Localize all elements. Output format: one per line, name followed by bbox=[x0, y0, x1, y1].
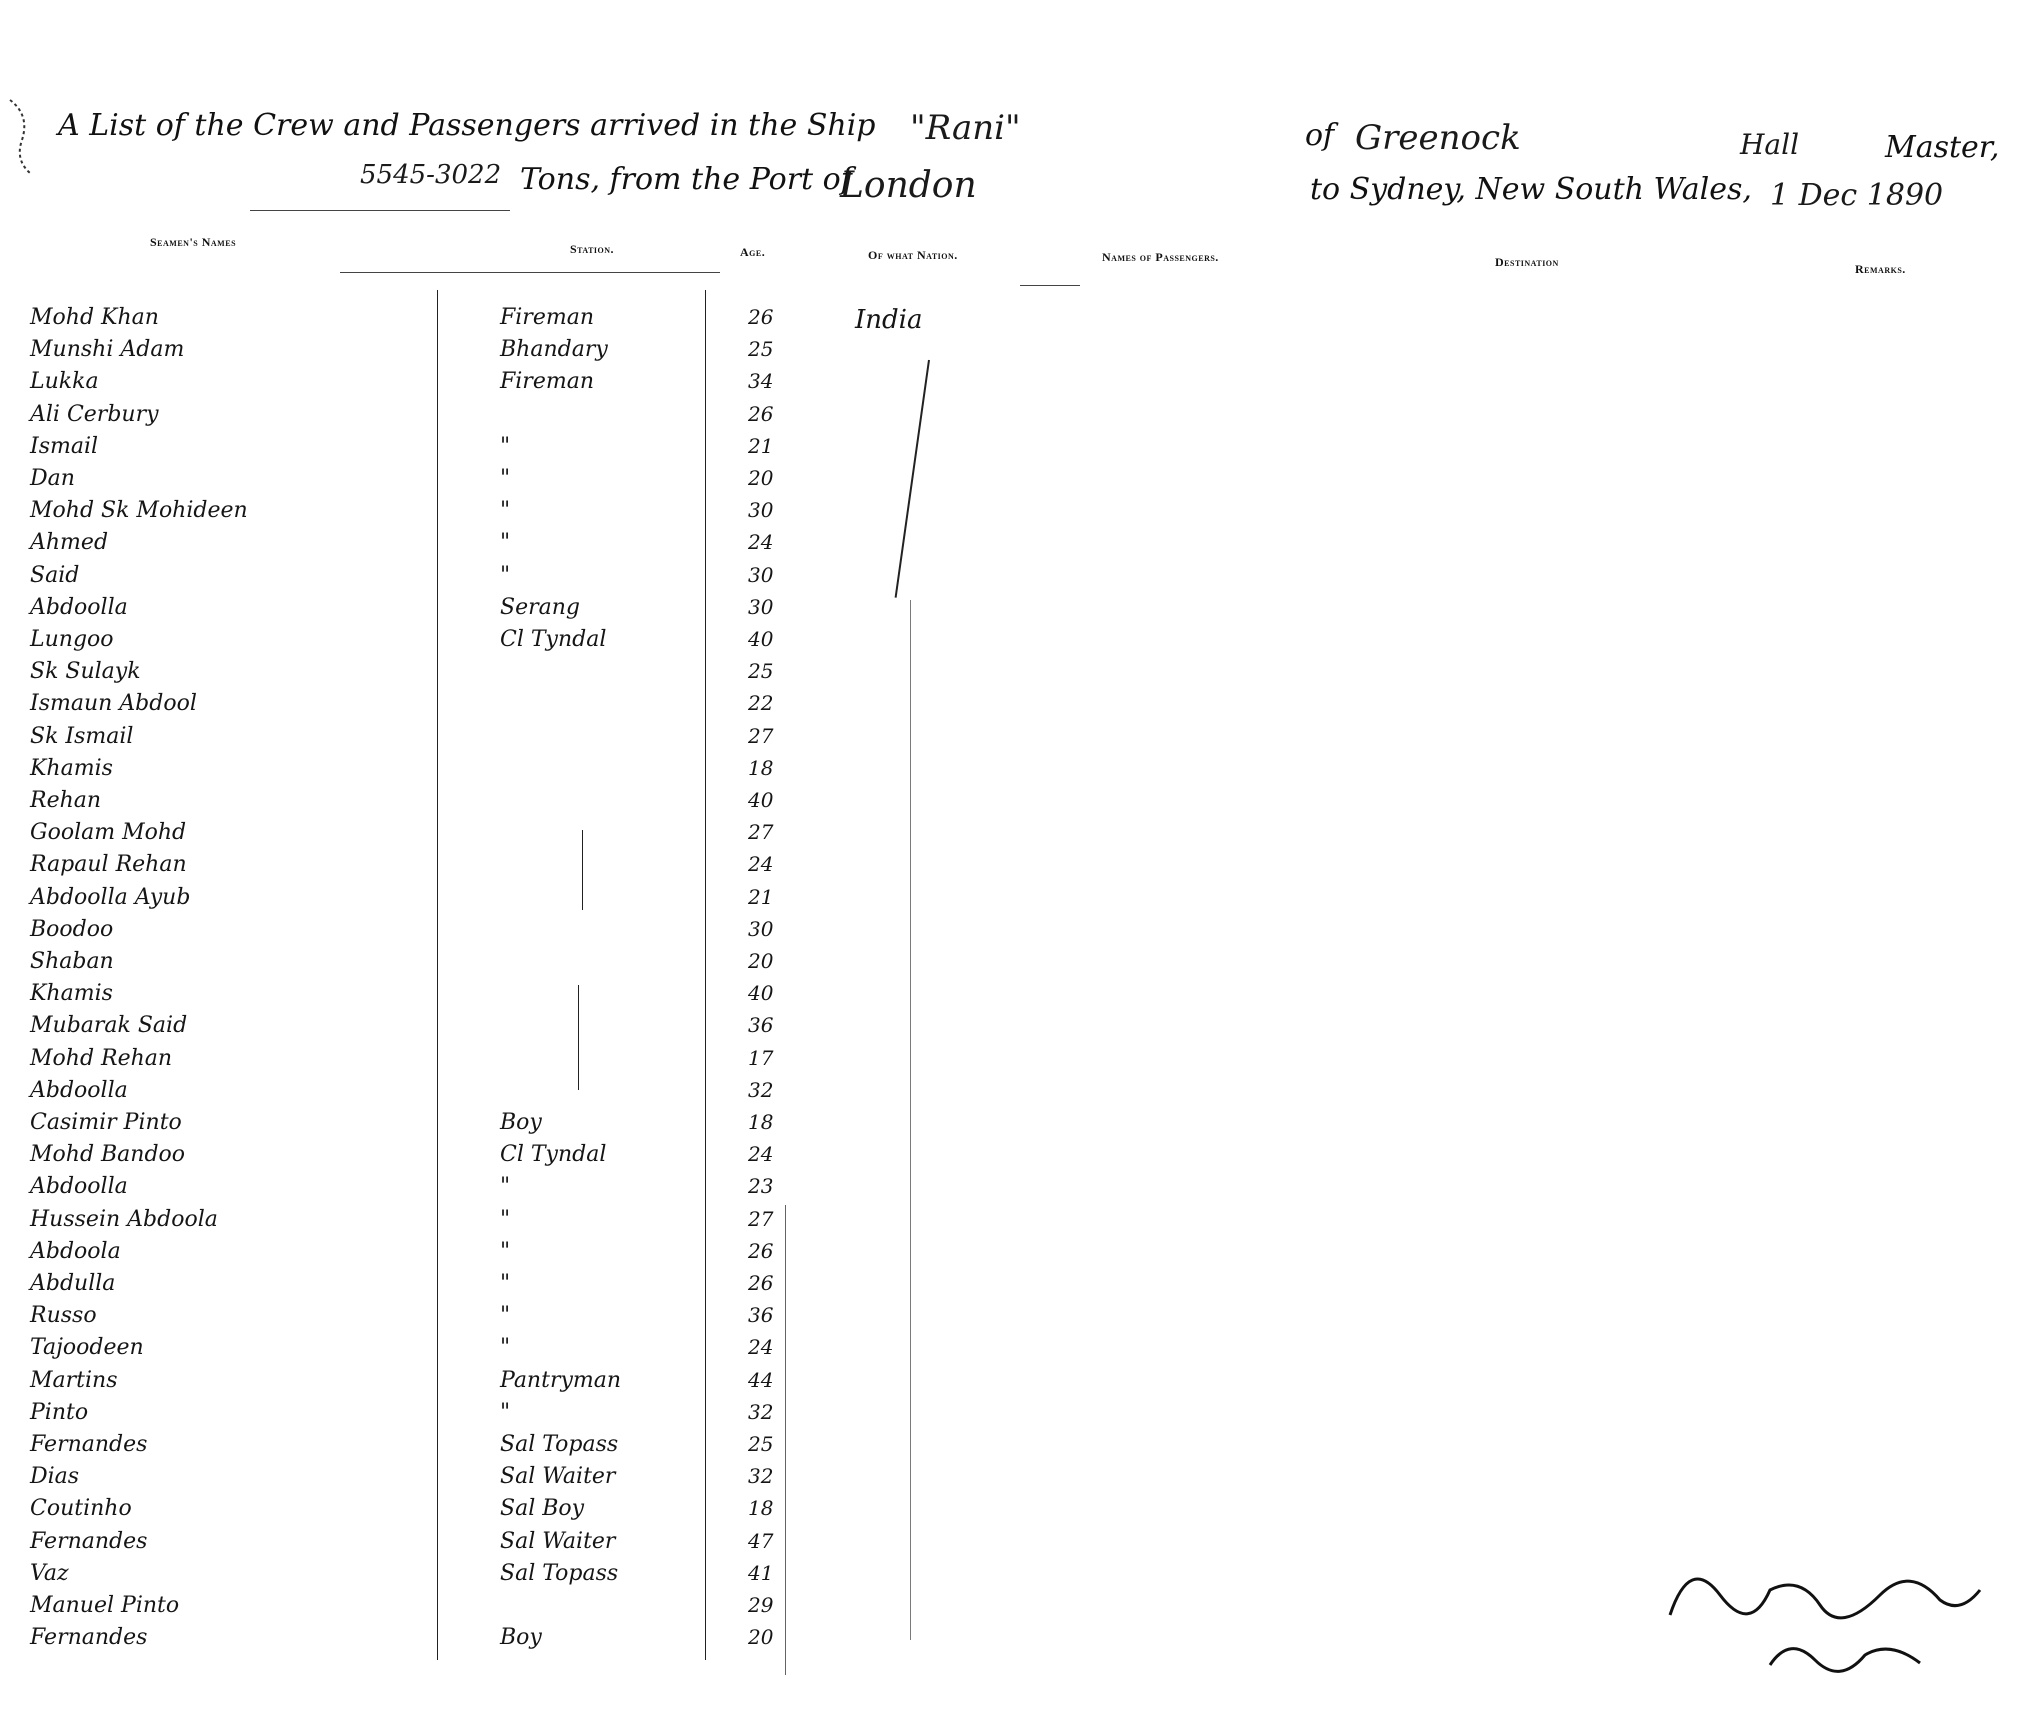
crew-age: 40 bbox=[748, 788, 774, 812]
stamp-mark bbox=[0, 95, 40, 175]
crew-age: 25 bbox=[748, 1432, 774, 1456]
header-rule-2 bbox=[340, 272, 720, 273]
crew-age: 26 bbox=[748, 1271, 774, 1295]
crew-station: " bbox=[500, 466, 511, 491]
crew-row bbox=[0, 949, 1100, 981]
crew-age: 24 bbox=[748, 530, 774, 555]
crew-age: 22 bbox=[748, 691, 774, 716]
port-of-registry: Greenock bbox=[1355, 118, 1521, 158]
crew-name: Rapaul Rehan bbox=[30, 852, 187, 878]
crew-age: 44 bbox=[748, 1367, 774, 1392]
crew-station: " bbox=[500, 562, 511, 588]
crew-name: Casimir Pinto bbox=[30, 1110, 182, 1135]
crew-row bbox=[0, 1013, 1100, 1045]
crew-name: Dan bbox=[30, 466, 75, 491]
crew-name: Lungoo bbox=[30, 627, 114, 652]
crew-age: 27 bbox=[748, 723, 774, 748]
crew-station: Fireman bbox=[500, 305, 594, 330]
crew-age: 18 bbox=[748, 755, 774, 780]
crew-age: 24 bbox=[748, 852, 774, 877]
ditto-line-nation-2 bbox=[910, 600, 911, 1640]
crew-age: 21 bbox=[748, 884, 774, 909]
crew-row bbox=[0, 724, 1100, 756]
crew-age: 21 bbox=[748, 433, 774, 458]
crew-name: Dias bbox=[30, 1464, 80, 1490]
crew-station: Sal Waiter bbox=[500, 1528, 616, 1554]
crew-name: Hussein Abdoola bbox=[30, 1206, 218, 1232]
departure-port: London bbox=[840, 165, 977, 206]
crew-row bbox=[0, 756, 1100, 788]
crew-row bbox=[0, 530, 1100, 562]
crew-station: Serang bbox=[500, 594, 580, 620]
crew-name: Mohd Rehan bbox=[30, 1045, 173, 1071]
crew-name: Mohd Sk Mohideen bbox=[30, 498, 248, 524]
crew-row bbox=[0, 1335, 1100, 1367]
col-passengers: Names of Passengers. bbox=[1102, 250, 1219, 264]
crew-name: Coutinho bbox=[30, 1496, 132, 1522]
crew-age: 26 bbox=[748, 401, 774, 426]
crew-name: Abdoolla bbox=[30, 1174, 128, 1200]
crew-age: 36 bbox=[748, 1013, 774, 1038]
crew-age: 20 bbox=[748, 949, 774, 973]
crew-station: " bbox=[500, 1206, 511, 1232]
ship-name: "Rani" bbox=[910, 108, 1021, 148]
crew-name: Fernandes bbox=[30, 1625, 148, 1651]
col-destination: Destination bbox=[1495, 255, 1559, 269]
crew-row bbox=[0, 659, 1100, 691]
crew-row bbox=[0, 691, 1100, 723]
crew-row bbox=[0, 1207, 1100, 1239]
crew-row bbox=[0, 1464, 1100, 1496]
crew-name: Pinto bbox=[30, 1399, 89, 1425]
crew-station: Boy bbox=[500, 1625, 542, 1651]
crew-row bbox=[0, 788, 1100, 820]
crew-age: 29 bbox=[748, 1593, 774, 1617]
crew-age: 36 bbox=[748, 1303, 774, 1328]
crew-station: Cl Tyndal bbox=[500, 1142, 607, 1168]
crew-row bbox=[0, 434, 1100, 466]
crew-station: Fireman bbox=[500, 369, 594, 395]
crew-name: Rehan bbox=[30, 788, 102, 813]
crew-station: Pantryman bbox=[500, 1367, 622, 1393]
crew-row bbox=[0, 1110, 1100, 1142]
crew-age: 25 bbox=[748, 659, 774, 684]
crew-age: 30 bbox=[748, 916, 774, 941]
crew-name: Vaz bbox=[30, 1560, 69, 1586]
crew-station: " bbox=[500, 1335, 511, 1361]
crew-row bbox=[0, 981, 1100, 1013]
crew-name: Ismail bbox=[30, 433, 99, 459]
crew-row bbox=[0, 1593, 1100, 1625]
crew-row bbox=[0, 1271, 1100, 1303]
crew-age: 32 bbox=[748, 1077, 774, 1102]
crew-age: 27 bbox=[748, 1206, 774, 1231]
crew-station: Sal Topass bbox=[500, 1560, 619, 1586]
crew-age: 47 bbox=[748, 1528, 774, 1553]
crew-name: Sk Sulayk bbox=[30, 659, 141, 685]
crew-name: Khamis bbox=[30, 981, 113, 1007]
crew-name: Tajoodeen bbox=[30, 1335, 144, 1361]
crew-row bbox=[0, 466, 1100, 498]
crew-age: 40 bbox=[748, 627, 774, 651]
crew-row bbox=[0, 1625, 1100, 1657]
crew-age: 18 bbox=[748, 1110, 774, 1134]
crew-name: Mohd Bandoo bbox=[30, 1142, 186, 1168]
ditto-line-station bbox=[582, 830, 583, 910]
crew-row bbox=[0, 627, 1100, 659]
crew-name: Fernandes bbox=[30, 1528, 148, 1554]
crew-row bbox=[0, 852, 1100, 884]
col-station: Station. bbox=[570, 242, 615, 256]
col-seamens-names: Seamen's Names bbox=[150, 235, 237, 249]
crew-station: Sal Waiter bbox=[500, 1464, 616, 1490]
crew-age: 26 bbox=[748, 305, 774, 329]
crew-row bbox=[0, 1303, 1100, 1335]
master-label: Master, bbox=[1885, 130, 2000, 165]
crew-age: 30 bbox=[748, 562, 774, 587]
crew-age: 30 bbox=[748, 594, 774, 619]
crew-name: Abdulla bbox=[30, 1271, 116, 1296]
crew-name: Goolam Mohd bbox=[30, 820, 187, 846]
crew-age: 24 bbox=[748, 1335, 774, 1360]
crew-name: Ali Cerbury bbox=[30, 401, 159, 427]
crew-row bbox=[0, 1046, 1100, 1078]
crew-station: Sal Topass bbox=[500, 1432, 619, 1457]
crew-row bbox=[0, 1174, 1100, 1206]
crew-name: Said bbox=[30, 562, 80, 588]
crew-age: 27 bbox=[748, 820, 774, 845]
col-nation: Of what Nation. bbox=[868, 248, 958, 262]
tons-from-port-label: Tons, from the Port of bbox=[520, 162, 852, 197]
master-signature bbox=[1650, 1535, 2010, 1685]
crew-row bbox=[0, 305, 1100, 337]
crew-name: Ahmed bbox=[30, 530, 109, 556]
age-divider bbox=[705, 290, 706, 1660]
header-rule-3 bbox=[1020, 285, 1080, 286]
crew-station: " bbox=[500, 1238, 511, 1264]
crew-age: 17 bbox=[748, 1045, 774, 1070]
crew-name: Abdoolla Ayub bbox=[30, 884, 191, 910]
crew-row bbox=[0, 563, 1100, 595]
crew-name: Sk Ismail bbox=[30, 723, 134, 749]
crew-age: 34 bbox=[748, 369, 774, 394]
crew-name: Abdoolla bbox=[30, 1077, 128, 1103]
crew-age: 40 bbox=[748, 981, 774, 1006]
crew-row bbox=[0, 820, 1100, 852]
crew-name: Shaban bbox=[30, 949, 114, 974]
crew-age: 18 bbox=[748, 1496, 774, 1521]
col-remarks: Remarks. bbox=[1855, 262, 1906, 276]
crew-age: 23 bbox=[748, 1174, 774, 1199]
crew-name: Manuel Pinto bbox=[30, 1593, 180, 1618]
crew-age: 26 bbox=[748, 1238, 774, 1263]
crew-row bbox=[0, 885, 1100, 917]
crew-row bbox=[0, 1529, 1100, 1561]
crew-row bbox=[0, 1142, 1100, 1174]
crew-station: " bbox=[500, 1174, 511, 1200]
crew-name: Abdoola bbox=[30, 1238, 121, 1264]
crew-station: Cl Tyndal bbox=[500, 627, 607, 652]
crew-age: 20 bbox=[748, 466, 774, 490]
crew-station: " bbox=[500, 1303, 511, 1329]
crew-row bbox=[0, 337, 1100, 369]
crew-station: " bbox=[500, 498, 511, 524]
crew-name: Ismaun Abdool bbox=[30, 691, 197, 717]
crew-name: Boodoo bbox=[30, 916, 114, 942]
arrival-date: 1 Dec 1890 bbox=[1770, 178, 1944, 213]
crew-name: Martins bbox=[30, 1367, 118, 1393]
crew-nation: India bbox=[855, 305, 923, 335]
crew-row bbox=[0, 1400, 1100, 1432]
crew-station: " bbox=[500, 433, 511, 459]
header-title: A List of the Crew and Passengers arrived in the Ship bbox=[58, 108, 876, 143]
header-rule-1 bbox=[250, 210, 510, 211]
crew-age: 25 bbox=[748, 337, 774, 362]
crew-name: Mubarak Said bbox=[30, 1013, 188, 1039]
crew-station: Bhandary bbox=[500, 337, 608, 363]
crew-age: 32 bbox=[748, 1464, 774, 1489]
crew-row bbox=[0, 1561, 1100, 1593]
crew-age: 41 bbox=[748, 1560, 774, 1585]
crew-row bbox=[0, 917, 1100, 949]
tonnage: 5545-3022 bbox=[360, 160, 502, 190]
crew-station: Sal Boy bbox=[500, 1496, 585, 1522]
station-divider bbox=[437, 290, 438, 1660]
crew-age: 24 bbox=[748, 1142, 774, 1167]
crew-age: 20 bbox=[748, 1625, 774, 1650]
crew-name: Munshi Adam bbox=[30, 337, 185, 363]
crew-name: Mohd Khan bbox=[30, 305, 159, 330]
crew-row bbox=[0, 1496, 1100, 1528]
crew-station: " bbox=[500, 1271, 511, 1296]
crew-row bbox=[0, 1432, 1100, 1464]
crew-name: Russo bbox=[30, 1303, 97, 1329]
crew-row bbox=[0, 498, 1100, 530]
of-label: of bbox=[1305, 118, 1335, 153]
crew-name: Lukka bbox=[30, 369, 99, 395]
crew-station: Boy bbox=[500, 1110, 542, 1135]
crew-age: 30 bbox=[748, 498, 774, 523]
crew-row bbox=[0, 1368, 1100, 1400]
crew-row bbox=[0, 1078, 1100, 1110]
ditto-line-station-3 bbox=[578, 1040, 579, 1090]
crew-station: " bbox=[500, 1399, 511, 1425]
col-age: Age. bbox=[740, 245, 766, 259]
crew-row bbox=[0, 595, 1100, 627]
crew-row bbox=[0, 1239, 1100, 1271]
crew-name: Khamis bbox=[30, 755, 113, 781]
crew-row bbox=[0, 369, 1100, 401]
to-sydney-label: to Sydney, New South Wales, bbox=[1310, 172, 1752, 207]
master-name: Hall bbox=[1740, 128, 1800, 161]
ditto-line-station-2 bbox=[578, 985, 579, 1045]
ditto-line-age bbox=[785, 1205, 786, 1675]
crew-name: Fernandes bbox=[30, 1432, 148, 1457]
crew-age: 32 bbox=[748, 1399, 774, 1424]
crew-name: Abdoolla bbox=[30, 594, 128, 620]
crew-row bbox=[0, 402, 1100, 434]
crew-station: " bbox=[500, 530, 511, 556]
